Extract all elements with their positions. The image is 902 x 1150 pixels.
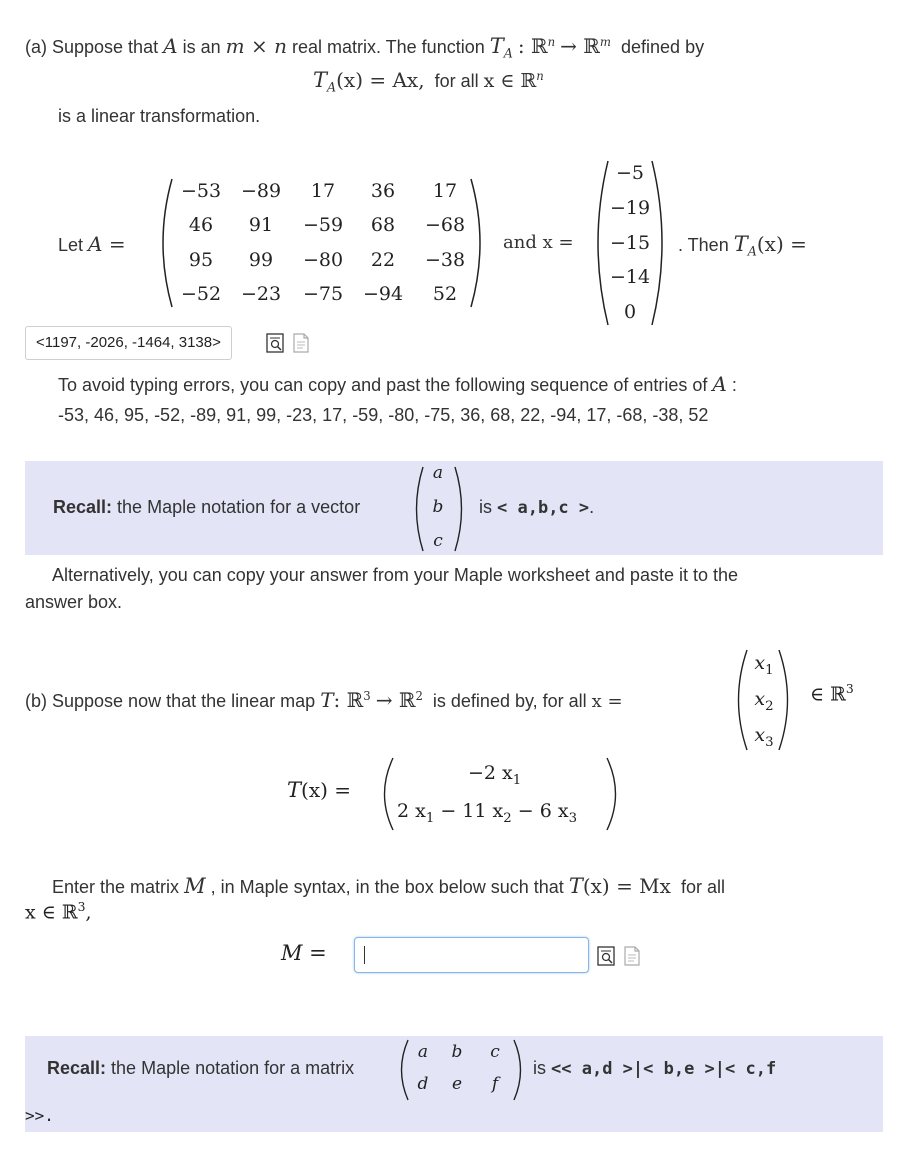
let-text: Let <box>58 235 84 255</box>
preview-icon[interactable] <box>597 946 615 966</box>
document-icon[interactable] <box>623 946 641 966</box>
def-exp: n <box>536 69 544 83</box>
part-a-intro-text: (a) Suppose that <box>25 37 159 57</box>
part-b-vector-entry: $x_3$ <box>754 724 774 750</box>
part-a-intro-rest: real matrix. The function <box>291 37 485 57</box>
matrix-a-cell: 17 <box>310 180 336 202</box>
matrix-a-cell: −89 <box>240 180 282 202</box>
part-b-defined: is defined by, for all <box>432 691 587 711</box>
copy-hint-A: A <box>712 372 727 396</box>
matrix-M-input[interactable] <box>354 937 589 973</box>
part-b-intro-line <box>25 688 623 712</box>
enter-forall: for all <box>680 877 725 897</box>
recall-matrix-left-paren <box>393 1038 411 1102</box>
then-sub: A <box>747 243 757 259</box>
recall-matrix-entry: e <box>451 1074 463 1094</box>
alternative-text-2: answer box. <box>25 592 123 612</box>
def-lhs-arg: (x) = Ax, <box>336 68 425 92</box>
vector-x-entry: −15 <box>609 232 651 254</box>
then-text: . Then <box>678 235 729 255</box>
part-b-codomain: → ℝ <box>375 688 416 712</box>
matrix-a-cell: −23 <box>240 283 282 305</box>
part-b-x-eq: x = <box>591 691 623 712</box>
enter-matrix-line <box>52 874 725 898</box>
then-rest: (x) = <box>756 232 807 256</box>
matrix-a-cell: 95 <box>188 249 214 271</box>
matrix-a-cell: 22 <box>370 249 396 271</box>
recall-vector-entry: b <box>432 497 444 517</box>
part-b-T-row1: −2 $x_1$ <box>468 762 522 788</box>
recall-vector-entry: c <box>433 531 443 551</box>
recall-vector-left-paren <box>408 465 426 553</box>
map-subscript: A <box>503 45 513 61</box>
recall-vector-entry: a <box>432 463 444 483</box>
part-b-T-right-paren <box>604 756 626 832</box>
recall-vector-box <box>25 461 883 555</box>
recall-matrix-is: is <box>533 1058 546 1078</box>
matrix-a-cell: 99 <box>248 249 274 271</box>
matrix-a-cell: −53 <box>180 180 222 202</box>
matrix-a-cell: 46 <box>188 214 214 236</box>
part-b-T-symbol: T <box>287 778 302 802</box>
vector-x-entry: −19 <box>609 197 651 219</box>
def-for-all: for all <box>434 71 479 91</box>
and-x-label <box>503 232 574 253</box>
def-lhs-sub: A <box>327 79 337 95</box>
recall-matrix-entry: a <box>417 1042 429 1062</box>
recall-matrix-entry: c <box>490 1042 500 1062</box>
enter-M: M <box>184 874 206 898</box>
part-b-T-left-paren <box>374 756 396 832</box>
linear-statement: is a linear transformation. <box>58 106 261 126</box>
let-A: A = <box>88 232 126 256</box>
recall-vector-is: is <box>479 497 492 517</box>
recall-vector-right-paren <box>452 465 470 553</box>
part-b-vector-left-paren <box>728 648 750 752</box>
matrix-dimensions: m × n <box>225 34 287 58</box>
part-b-domain: : ℝ <box>333 688 364 712</box>
enter-mid: , in Maple syntax, in the box below such that <box>210 877 564 897</box>
recall-matrix-notation-end: >>. <box>25 1106 54 1125</box>
matrix-a-cell: −38 <box>424 249 466 271</box>
recall-matrix-box <box>25 1036 883 1132</box>
matrix-a-cell: −52 <box>180 283 222 305</box>
part-a-intro-mid: is an <box>182 37 221 57</box>
copy-hint <box>58 372 737 396</box>
matrix-a-cell: −75 <box>302 283 344 305</box>
recall-vector-line <box>53 497 360 518</box>
preview-icon[interactable] <box>266 333 284 353</box>
part-a-intro-line <box>25 34 704 61</box>
part-b-in-R3: ∈ ℝ$^3$ <box>810 682 854 706</box>
alternative-text-1: Alternatively, you can copy your answer from your Maple worksheet and paste it to the <box>52 565 739 585</box>
map-domain: : ℝ <box>517 34 548 58</box>
part-b-domain-exp: 3 <box>363 689 371 703</box>
part-b-T-row2: 2 $x_1 - 11$ $x_2 - 6$ $x_3$ <box>397 800 578 826</box>
recall-matrix-bold: Recall: <box>47 1058 107 1078</box>
then-label <box>678 232 807 259</box>
part-b-T-lhs <box>287 778 351 803</box>
vector-x-entry: −14 <box>609 266 651 288</box>
matrix-a-cell: 91 <box>248 214 274 236</box>
def-lhs: T <box>313 68 328 92</box>
document-icon[interactable] <box>292 333 310 353</box>
matrix-a-cell: −80 <box>302 249 344 271</box>
part-b-vector-right-paren <box>776 648 798 752</box>
part-b-intro: (b) Suppose now that the linear map <box>25 691 316 711</box>
enter-prefix: Enter the matrix <box>52 877 180 897</box>
recall-vector-dot: . <box>589 497 595 517</box>
recall-matrix-notation: << a,d >|< b,e >|< c,f <box>551 1059 777 1079</box>
vector-x-entry: 0 <box>623 301 637 323</box>
matrix-a-cell: −68 <box>424 214 466 236</box>
entry-sequence: -53, 46, 95, -52, -89, 91, 99, -23, 17, -59, -80, -75, 36, 68, 22, -94, 17, -68, -38, 52 <box>58 405 709 425</box>
and-x-text: and x = <box>503 232 574 253</box>
recall-vector-bold: Recall: <box>53 497 113 517</box>
part-b-T: T <box>320 688 334 712</box>
M-label: M = <box>281 941 327 965</box>
recall-matrix-text: the Maple notation for a matrix <box>111 1058 355 1078</box>
part-b-codomain-exp: 2 <box>415 689 423 703</box>
matrix-a-right-paren <box>467 176 493 310</box>
def-x-in: x ∈ ℝ <box>483 70 537 92</box>
matrix-a-cell: −59 <box>302 214 344 236</box>
enter-eq: (x) = Mx <box>582 874 671 898</box>
matrix-symbol: A <box>163 34 178 58</box>
enter-T: T <box>568 874 583 898</box>
recall-matrix-right-paren <box>511 1038 529 1102</box>
copy-hint-colon: : <box>731 375 737 395</box>
map-symbol: T <box>489 34 504 58</box>
part-b-vector-entry: $x_1$ <box>754 652 774 678</box>
matrix-a-cell: 52 <box>432 283 458 305</box>
part-b-T-arg: (x) = <box>301 778 352 802</box>
recall-matrix-entry: d <box>417 1074 429 1094</box>
then-T: T <box>733 232 748 256</box>
matrix-a-cell: 68 <box>370 214 396 236</box>
matrix-a-cell: 17 <box>432 180 458 202</box>
recall-vector-text: the Maple notation for a vector <box>117 497 361 517</box>
let-label <box>58 232 126 256</box>
copy-hint-text: To avoid typing errors, you can copy and past the following sequence of entries of <box>58 375 708 395</box>
text-caret <box>364 946 365 964</box>
recall-matrix-entry: f <box>491 1074 499 1094</box>
map-codomain-exp: m <box>599 35 611 49</box>
recall-matrix-line <box>47 1058 354 1079</box>
answer-box-a[interactable]: <1197, -2026, -1464, 3138> <box>25 326 232 360</box>
matrix-a-left-paren <box>150 176 176 310</box>
vector-x-entry: −5 <box>615 162 644 184</box>
map-codomain: → ℝ <box>560 34 600 58</box>
recall-vector-notation: < a,b,c > <box>497 498 590 518</box>
map-definition <box>313 68 544 95</box>
part-b-vector-entry: $x_2$ <box>754 688 774 714</box>
map-domain-exp: n <box>547 35 556 49</box>
enter-x-in-R3: x ∈ ℝ$^3$, <box>25 900 92 924</box>
recall-vector-notation-line <box>479 497 594 518</box>
defined-by-text: defined by <box>621 37 705 57</box>
matrix-a-cell: 36 <box>370 180 396 202</box>
matrix-a-cell: −94 <box>362 283 404 305</box>
recall-matrix-notation-line <box>533 1058 776 1079</box>
recall-matrix-entry: b <box>451 1042 463 1062</box>
